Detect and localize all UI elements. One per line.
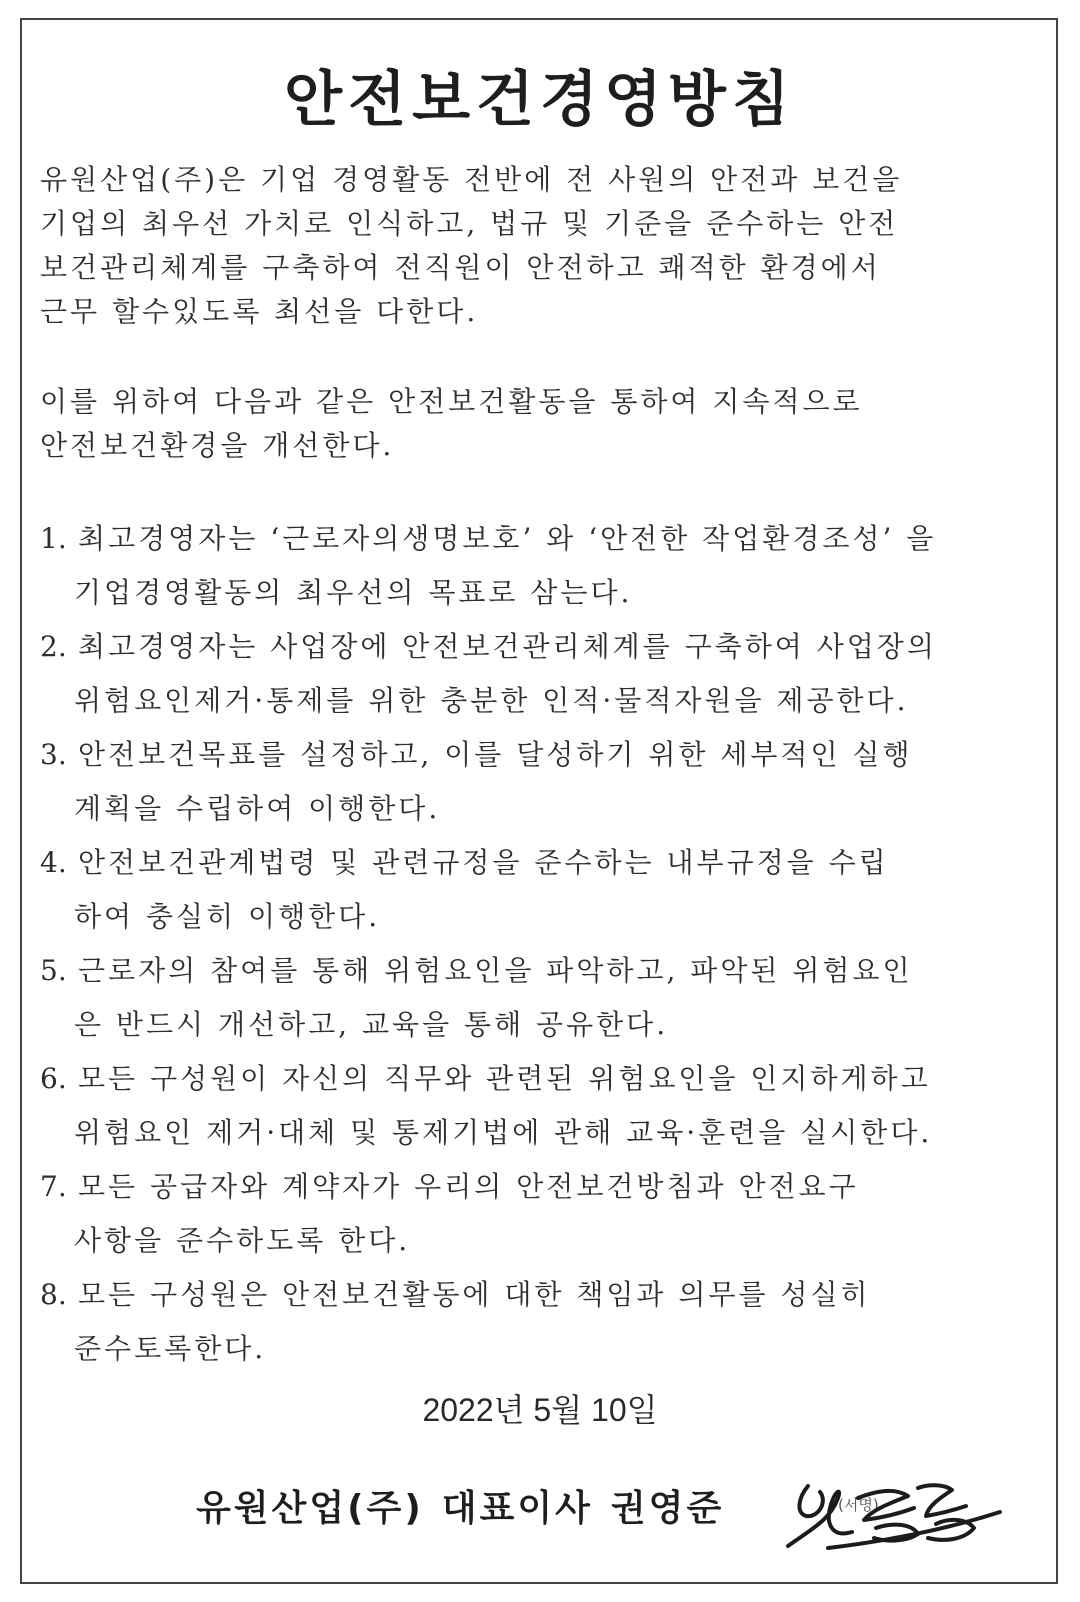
intro-line: 보건관리체계를 구축하여 전직원이 안전하고 쾌적한 환경에서 (40, 251, 881, 284)
item-text: 모든 공급자와 계약자가 우리의 안전보건방침과 안전요구 (78, 1170, 859, 1203)
item-text: 준수토록한다. (74, 1332, 267, 1365)
item-number: 6. (40, 1062, 67, 1095)
policy-item (40, 944, 1040, 1052)
commitment-line: 안전보건환경을 개선한다. (40, 429, 395, 462)
policy-list (40, 512, 1040, 1376)
policy-item (40, 728, 1040, 836)
item-text: 최고경영자는 ‘근로자의생명보호’ 와 ‘안전한 작업환경조성’ 을 (78, 522, 937, 555)
commitment-line: 이를 위하여 다음과 같은 안전보건활동을 통하여 지속적으로 (40, 385, 863, 418)
item-text: 위험요인 제거·대체 및 통제기법에 관해 교육·훈련을 실시한다. (74, 1116, 933, 1149)
item-text: 안전보건목표를 설정하고, 이를 달성하기 위한 세부적인 실행 (78, 738, 913, 771)
item-text: 안전보건관계법령 및 관련규정을 준수하는 내부규정을 수립 (78, 846, 889, 879)
item-text: 사항을 준수하도록 한다. (74, 1224, 411, 1257)
item-text: 최고경영자는 사업장에 안전보건관리체계를 구축하여 사업장의 (78, 630, 937, 663)
commitment-paragraph (40, 380, 1040, 468)
signatory-position: 대표이사 (441, 1488, 593, 1529)
policy-item (40, 512, 1040, 620)
item-text: 기업경영활동의 최우선의 목표로 삼는다. (74, 576, 633, 609)
item-number: 1. (40, 522, 67, 555)
policy-item (40, 1052, 1040, 1160)
intro-paragraph (40, 158, 1040, 334)
item-text: 모든 구성원이 자신의 직무와 관련된 위험요인을 인지하게하고 (78, 1062, 931, 1095)
item-text: 근로자의 참여를 통해 위험요인을 파악하고, 파악된 위험요인 (78, 954, 913, 987)
item-number: 3. (40, 738, 67, 771)
item-number: 4. (40, 846, 67, 879)
signatory-line (196, 1480, 742, 1531)
company-name: 유원산업(주) (196, 1488, 424, 1529)
document-title: 안전보건경영방침 (284, 65, 796, 135)
item-number: 5. (40, 954, 67, 987)
intro-line: 기업의 최우선 가치로 인식하고, 법규 및 기준을 준수하는 안전 (40, 207, 899, 240)
item-text: 은 반드시 개선하고, 교육을 통해 공유한다. (74, 1008, 669, 1041)
policy-item (40, 1268, 1040, 1376)
item-text: 모든 구성원은 안전보건활동에 대한 책임과 의무를 성실히 (78, 1278, 871, 1311)
item-text: 하여 충실히 이행한다. (74, 900, 381, 933)
intro-line: 유원산업(주)은 기업 경영활동 전반에 전 사원의 안전과 보건을 (40, 163, 903, 196)
policy-item (40, 620, 1040, 728)
intro-line: 근무 할수있도록 최선을 다한다. (40, 295, 479, 328)
policy-item (40, 836, 1040, 944)
item-number: 8. (40, 1278, 67, 1311)
item-text: 위험요인제거·통제를 위한 충분한 인적·물적자원을 제공한다. (74, 684, 909, 717)
signatory-name: 권영준 (610, 1488, 725, 1529)
item-text: 계획을 수립하여 이행한다. (74, 792, 441, 825)
document-date: 2022년 5월 10일 (422, 1392, 658, 1428)
handwritten-signature (768, 1458, 1008, 1558)
item-number: 2. (40, 630, 67, 663)
signature-label: (서명) (838, 1496, 879, 1514)
item-number: 7. (40, 1170, 67, 1203)
policy-item (40, 1160, 1040, 1268)
